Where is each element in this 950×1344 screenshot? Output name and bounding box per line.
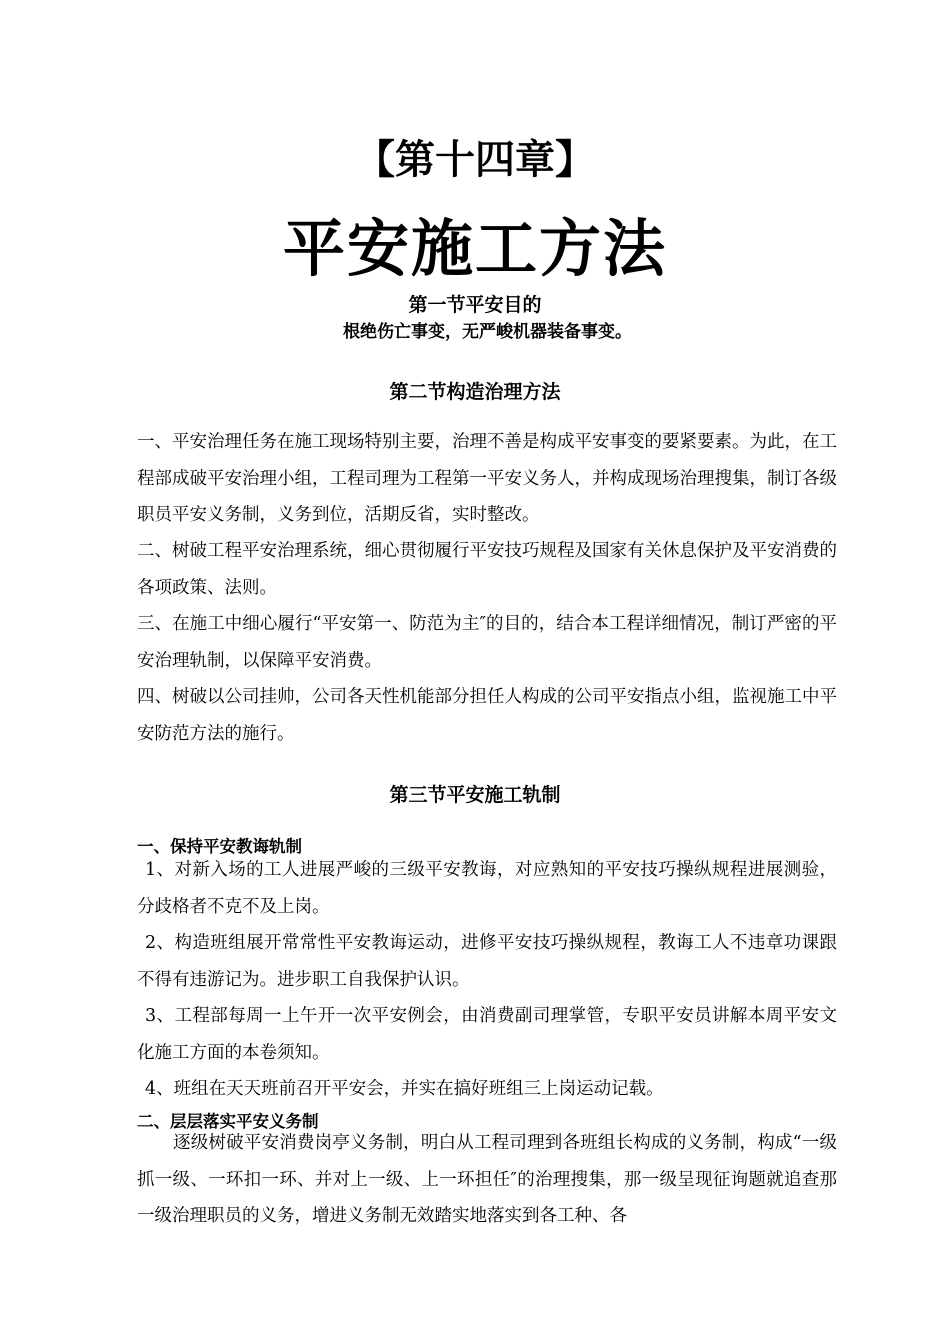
section1-goal: 根绝伤亡事变，无严峻机器装备事变。 <box>343 322 632 342</box>
list-item: 4、班组在天天班前召开平安会，并实在搞好班组三上岗运动记载。 <box>145 1079 664 1099</box>
section1-heading: 第一节平安目的 <box>408 294 542 316</box>
list-item: 3、工程部每周一上午开一次平安例会，由消费副司理掌管，专职平安员讲解本周平安文化施工方面的本卷须知。 <box>137 1006 837 1063</box>
page-title: 平安施工方法 <box>282 212 667 285</box>
list-item: 1、对新入场的工人进展严峻的三级平安教诲，对应熟知的平安技巧操纵规程进展测验，分歧格者不克不及上岗。 <box>137 860 837 917</box>
section2-paragraph-2: 二、树破工程平安治理系统，细心贯彻履行平安技巧规程及国家有关休息保护及平安消费的各项政策、法则。 <box>137 541 837 598</box>
subsection2-heading: 二、层层落实平安义务制 <box>137 1112 319 1131</box>
section3-heading: 第三节平安施工轨制 <box>389 784 561 806</box>
section2-paragraph-1: 一、平安治理任务在施工现场特别主要，治理不善是构成平安事变的要紧要素。为此，在工程部成破平安治理小组，工程司理为工程第一平安义务人，并构成现场治理搜集，制订各级职员平安义务制，义务到位，活期反省，实时整改。 <box>137 432 837 525</box>
list-item: 2、构造班组展开常常性平安教诲运动，进修平安技巧操纵规程，教诲工人不违章功课跟不得有违游记为。进步职工自我保护认识。 <box>137 933 837 990</box>
section2-paragraph-3: 三、在施工中细心履行“平安第一、防范为主″的目的，结合本工程详细情况，制订严密的平安治理轨制，以保障平安消费。 <box>137 614 837 671</box>
subsection2-paragraph: 逐级树破平安消费岗亭义务制，明白从工程司理到各班组长构成的义务制，构成“一级抓一级、一环扣一环、并对上一级、上一环担任″的治理搜集，那一级呈现征询题就追查那一级治理职员的义务，增进义务制无效踏实地落实到各工种、各 <box>137 1133 837 1226</box>
subsection1-heading: 一、保持平安教诲轨制 <box>137 837 302 856</box>
section2-paragraph-4: 四、树破以公司挂帅，公司各天性机能部分担任人构成的公司平安指点小组，监视施工中平安防范方法的施行。 <box>137 687 837 744</box>
section2-heading: 第二节构造治理方法 <box>389 381 561 403</box>
chapter-heading: 【第十四章】 <box>355 136 595 183</box>
